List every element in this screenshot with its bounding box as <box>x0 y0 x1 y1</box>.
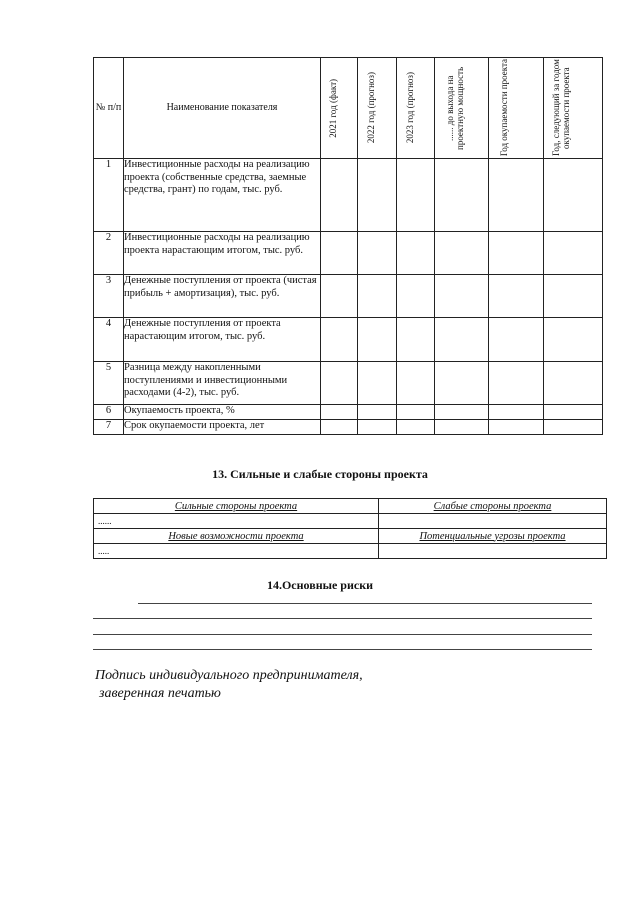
header-2022-text: 2022 год (прогноз) <box>366 72 376 144</box>
signature-line-1: Подпись индивидуального предпринимателя, <box>95 668 363 683</box>
section-14-title: 14.Основные риски <box>266 578 374 592</box>
header-next-year <box>544 58 603 159</box>
row-num: 5 <box>94 362 124 405</box>
row-num: 7 <box>94 420 124 435</box>
risk-line <box>138 603 592 604</box>
signature-block <box>95 667 363 703</box>
table-row <box>94 159 603 232</box>
row-num: 3 <box>94 275 124 318</box>
header-2023 <box>397 58 435 159</box>
table-row <box>94 318 603 362</box>
signature-line-2: заверенная печатью <box>99 686 221 701</box>
strengths-header: Сильные стороны проекта <box>94 499 379 514</box>
table-row <box>94 420 603 435</box>
table-header-row <box>94 58 603 159</box>
row-name: Денежные поступления от проекта (чистая прибыль + амортизация), тыс. руб. <box>124 275 321 318</box>
header-num: № п/п <box>94 58 124 159</box>
row-num: 1 <box>94 159 124 232</box>
table-row <box>94 405 603 420</box>
row-name: Срок окупаемости проекта, лет <box>124 420 321 435</box>
strengths-placeholder: ...... <box>94 514 379 529</box>
row-name: Разница между накопленными поступлениями и инвестиционными расходами (4-2), тыс. руб. <box>124 362 321 405</box>
header-2021-text: 2021 год (факт) <box>328 78 338 138</box>
indicators-table <box>93 57 603 435</box>
risk-line <box>93 649 592 650</box>
swot-table <box>93 498 607 559</box>
row-num: 4 <box>94 318 124 362</box>
row-name: Окупаемость проекта, % <box>124 405 321 420</box>
table-row <box>94 275 603 318</box>
weaknesses-header: Слабые стороны проекта <box>379 499 607 514</box>
section-13-title: 13. Сильные и слабые стороны проекта <box>212 467 428 481</box>
row-num: 2 <box>94 232 124 275</box>
row-name: Инвестиционные расходы на реализацию проекта (собственные средства, заемные средства, грант) по годам, тыс. руб. <box>124 159 321 232</box>
risk-line <box>93 634 592 635</box>
header-capacity-text: ...... до выхода на проектную мощность <box>444 66 465 150</box>
header-2023-text: 2023 год (прогноз) <box>404 72 415 144</box>
header-capacity <box>435 58 489 159</box>
row-num: 6 <box>94 405 124 420</box>
risk-line <box>93 618 592 619</box>
table-row <box>94 232 603 275</box>
header-next-year-text: Год, следующий за годом окупаемости проекта <box>551 59 571 157</box>
header-2022 <box>358 58 397 159</box>
header-name: Наименование показателя <box>124 58 321 159</box>
row-name: Инвестиционные расходы на реализацию проекта нарастающим итогом, тыс. руб. <box>124 232 321 275</box>
opportunities-placeholder: ..... <box>94 544 379 559</box>
row-name: Денежные поступления от проекта нарастающим итогом, тыс. руб. <box>124 318 321 362</box>
header-payback-year <box>489 58 544 159</box>
opportunities-header: Новые возможности проекта <box>94 529 379 544</box>
header-payback-year-text: Год окупаемости проекта <box>499 59 509 157</box>
threats-header: Потенциальные угрозы проекта <box>379 529 607 544</box>
header-2021 <box>321 58 358 159</box>
table-row <box>94 362 603 405</box>
